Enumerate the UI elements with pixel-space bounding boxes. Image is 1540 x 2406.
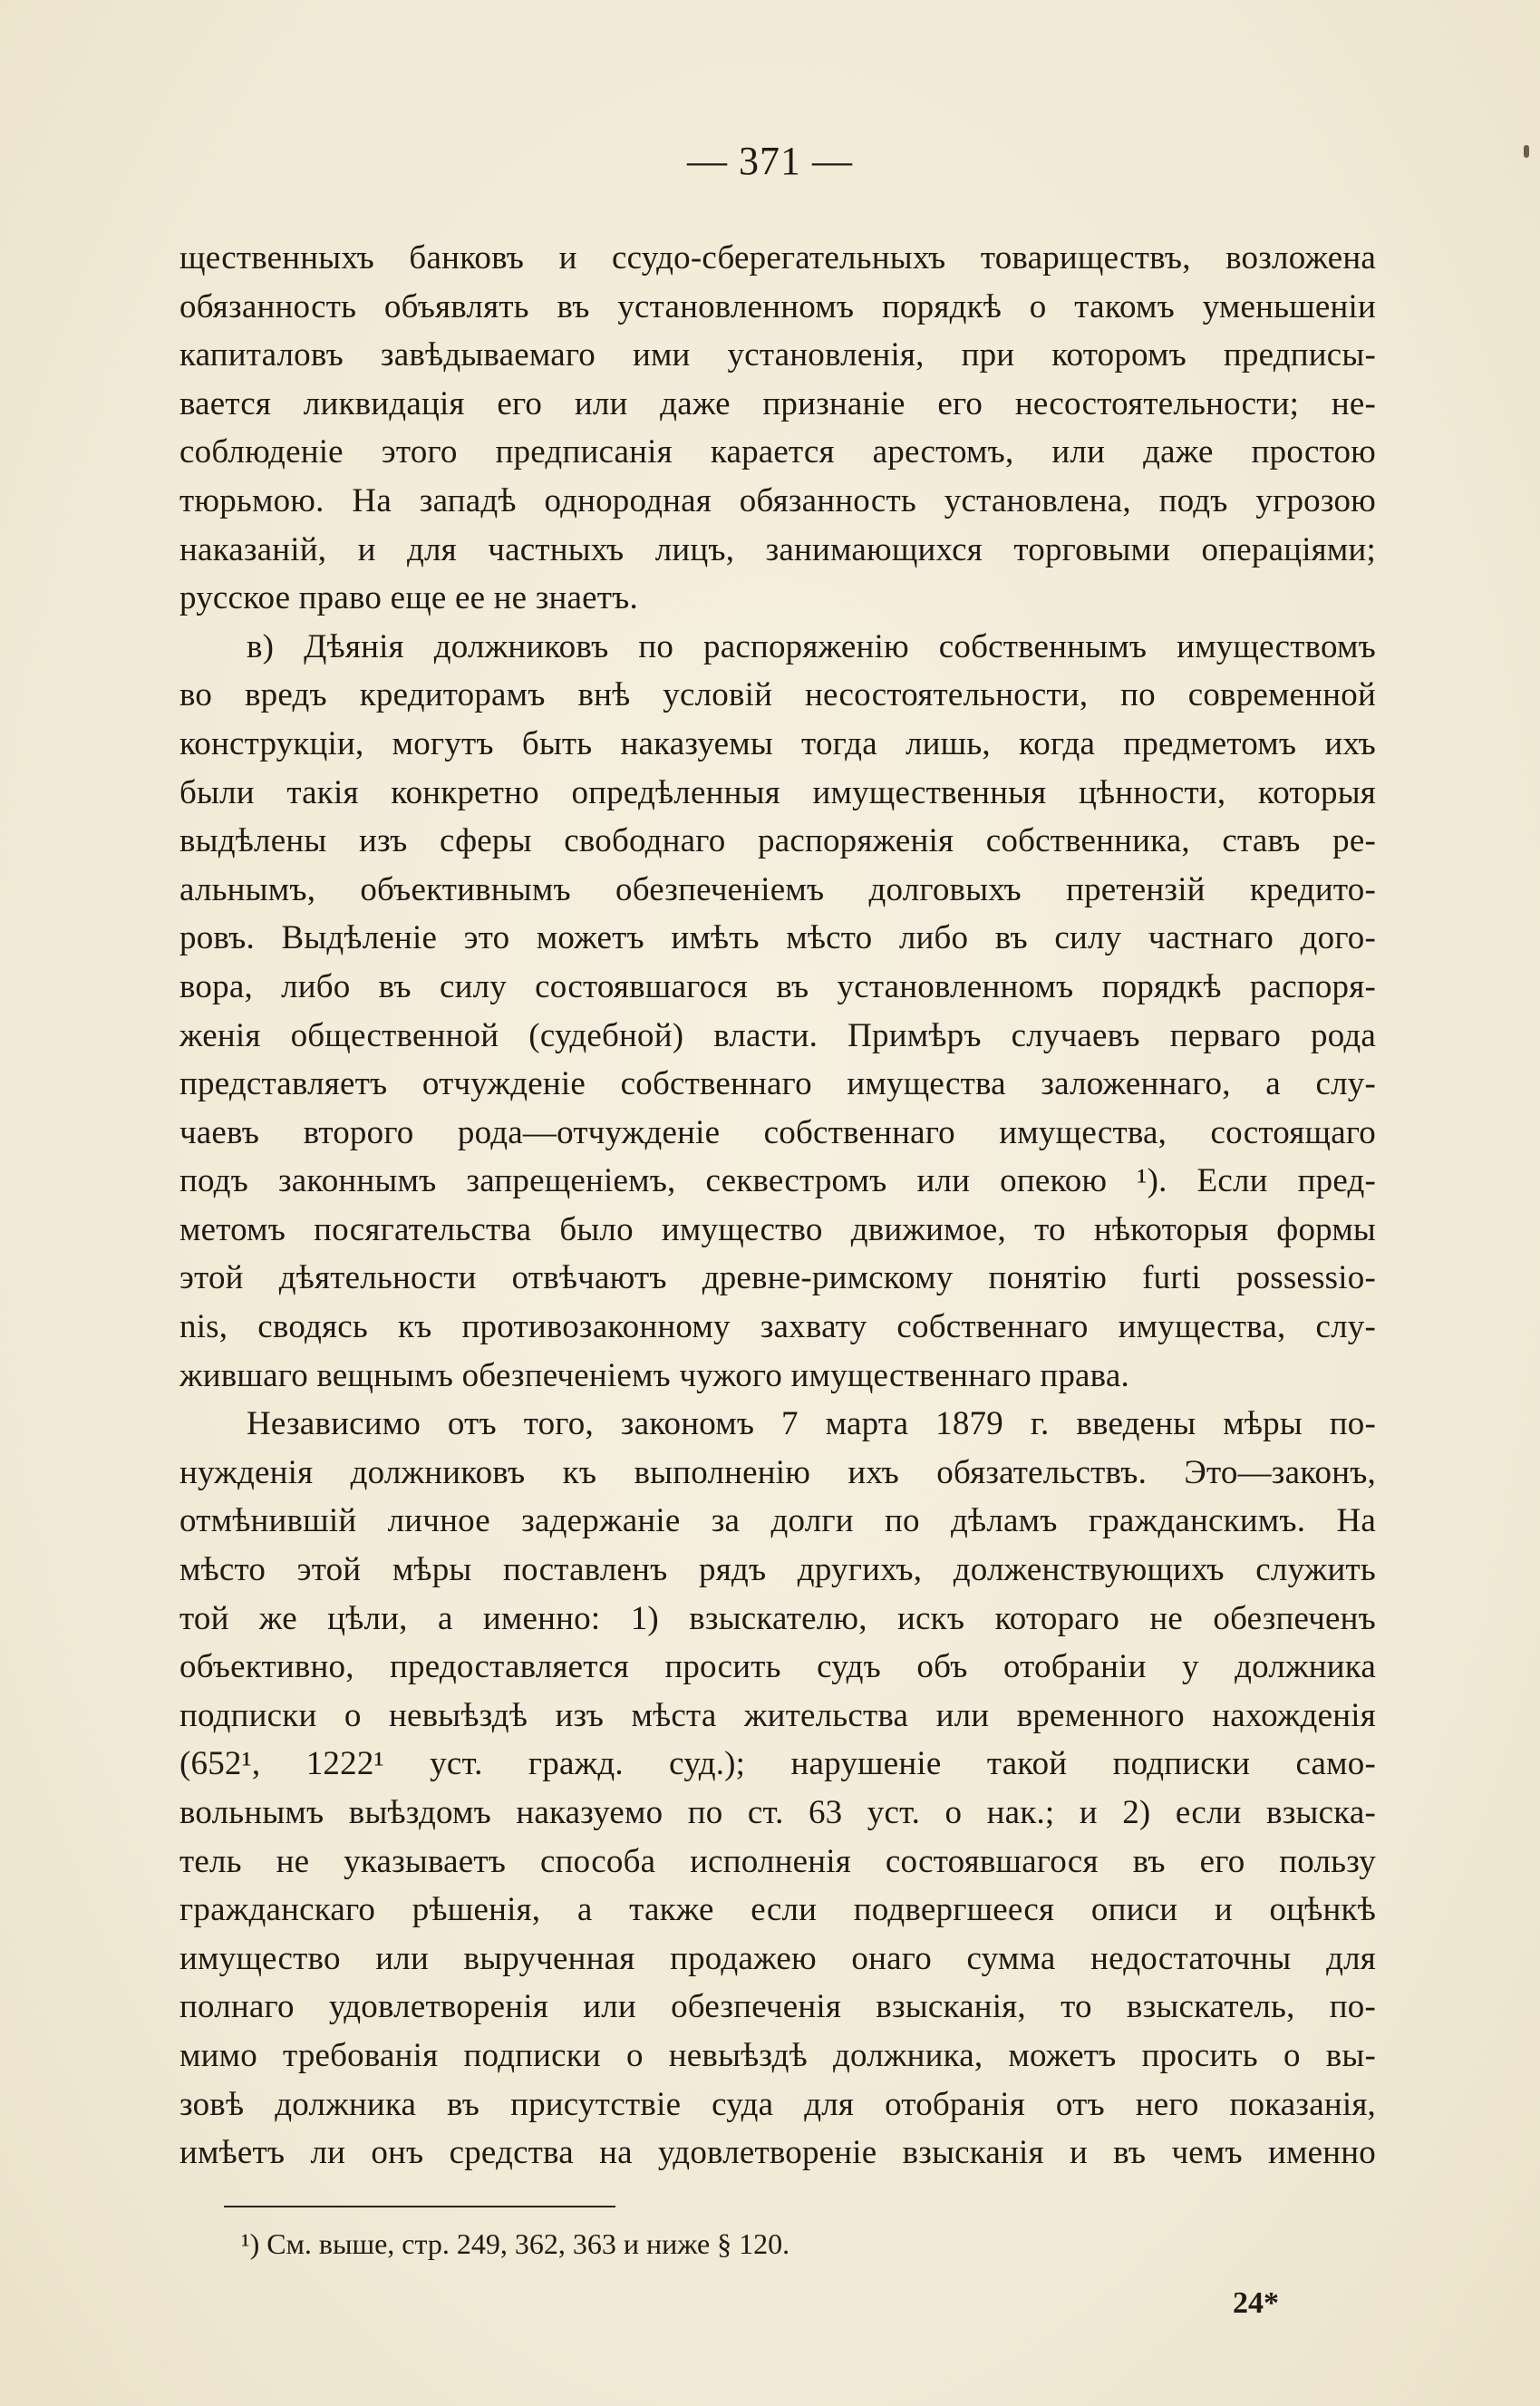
paragraph-start-line: Независимо отъ того, закономъ 7 марта 1879 г. введены мѣры по- [247,1405,1376,1443]
text-line: подписки о невыѣздѣ изъ мѣста жительства или временного нахожденія [179,1696,1376,1734]
text-line: представляетъ отчужденіе собственнаго имущества заложеннаго, а слу- [179,1065,1376,1103]
text-line: выдѣлены изъ сферы свободнаго распоряженія собственника, ставъ ре- [179,822,1376,860]
text-line: наказаній, и для частныхъ лицъ, занимающихся торговыми операціями; [179,530,1376,568]
text-line: жившаго вещнымъ обезпеченіемъ чужого имущественнаго права. [179,1356,1129,1394]
text-line: конструкціи, могутъ быть наказуемы тогда лишь, когда предметомъ ихъ [179,724,1376,762]
text-line: капиталовъ завѣдываемаго ими установленія, при которомъ предписы- [179,336,1376,374]
paragraph-start-line: в) Дѣянія должниковъ по распоряженію собственнымъ имуществомъ [247,627,1376,665]
text-line: соблюденіе этого предписанія карается арестомъ, или даже простою [179,433,1376,471]
text-line: объективно, предоставляется просить судъ объ отобраніи у должника [179,1648,1376,1686]
text-line: этой дѣятельности отвѣчаютъ древне-римскому понятію furti possessio- [179,1259,1376,1297]
text-line: были такія конкретно опредѣленныя имущественныя цѣнности, которыя [179,773,1376,811]
text-line: (652¹, 1222¹ уст. гражд. суд.); нарушеніе такой подписки само- [179,1745,1376,1783]
text-line: имущество или вырученная продажею онаго сумма недостаточны для [179,1939,1376,1977]
text-line: обязанность объявлять въ установленномъ порядкѣ о такомъ уменьшеніи [179,287,1376,325]
text-line: мѣсто этой мѣры поставленъ рядъ другихъ, долженствующихъ служить [179,1551,1376,1589]
text-line: щественныхъ банковъ и ссудо-сберегательныхъ товариществъ, возложена [179,239,1376,276]
footnote-divider [224,2206,615,2207]
text-line: альнымъ, объективнымъ обезпеченіемъ долговыхъ претензій кредито- [179,870,1376,908]
text-line: чаевъ второго рода—отчужденіе собственнаго имущества, состоящаго [179,1113,1376,1151]
text-line: женія общественной (судебной) власти. Примѣръ случаевъ перваго рода [179,1016,1376,1054]
page-speck [1524,145,1529,158]
page-number-header: — 371 — [687,139,853,183]
text-line: во вредъ кредиторамъ внѣ условій несостоятельности, по современной [179,676,1376,714]
signature-mark: 24* [1233,2286,1279,2320]
text-line: гражданскаго рѣшенія, а также если подвергшееся описи и оцѣнкѣ [179,1891,1376,1929]
text-line: мимо требованія подписки о невыѣздѣ должника, можетъ просить о вы- [179,2036,1376,2074]
text-line: тюрьмою. На западѣ однородная обязанность установлена, подъ угрозою [179,481,1376,519]
text-line: метомъ посягательства было имущество движимое, то нѣкоторыя формы [179,1210,1376,1248]
text-line: нужденія должниковъ къ выполненію ихъ обязательствъ. Это—законъ, [179,1453,1376,1491]
text-line: вольнымъ выѣздомъ наказуемо по ст. 63 уст. о нак.; и 2) если взыска- [179,1794,1376,1831]
text-line: вается ликвидація его или даже признаніе его несостоятельности; не- [179,384,1376,422]
main-text [179,234,1376,2178]
text-line: полнаго удовлетворенія или обезпеченія взысканія, то взыскатель, по- [179,1988,1376,2026]
text-line: вора, либо въ силу состоявшагося въ установленномъ порядкѣ распоря- [179,967,1376,1005]
text-line: подъ законнымъ запрещеніемъ, секвестромъ или опекою ¹). Если пред- [179,1162,1376,1200]
text-line: имѣетъ ли онъ средства на удовлетвореніе взысканія и въ чемъ именно [179,2134,1376,2172]
footnote: ¹) См. выше, стр. 249, 362, 363 и ниже § 120. [241,2227,790,2260]
text-line: отмѣнившій личное задержаніе за долги по дѣламъ гражданскимъ. На [179,1502,1376,1540]
text-line: ровъ. Выдѣленіе это можетъ имѣть мѣсто либо въ силу частнаго дого- [179,919,1376,957]
text-line: зовѣ должника въ присутствіе суда для отобранія отъ него показанія, [179,2085,1376,2123]
text-line: той же цѣли, а именно: 1) взыскателю, искъ котораго не обезпеченъ [179,1599,1376,1637]
text-line: русское право еще ее не знаетъ. [179,579,638,617]
text-line: тель не указываетъ способа исполненія состоявшагося въ его пользу [179,1842,1376,1880]
text-line: nis, сводясь къ противозаконному захвату собственнаго имущества, слу- [179,1308,1376,1346]
